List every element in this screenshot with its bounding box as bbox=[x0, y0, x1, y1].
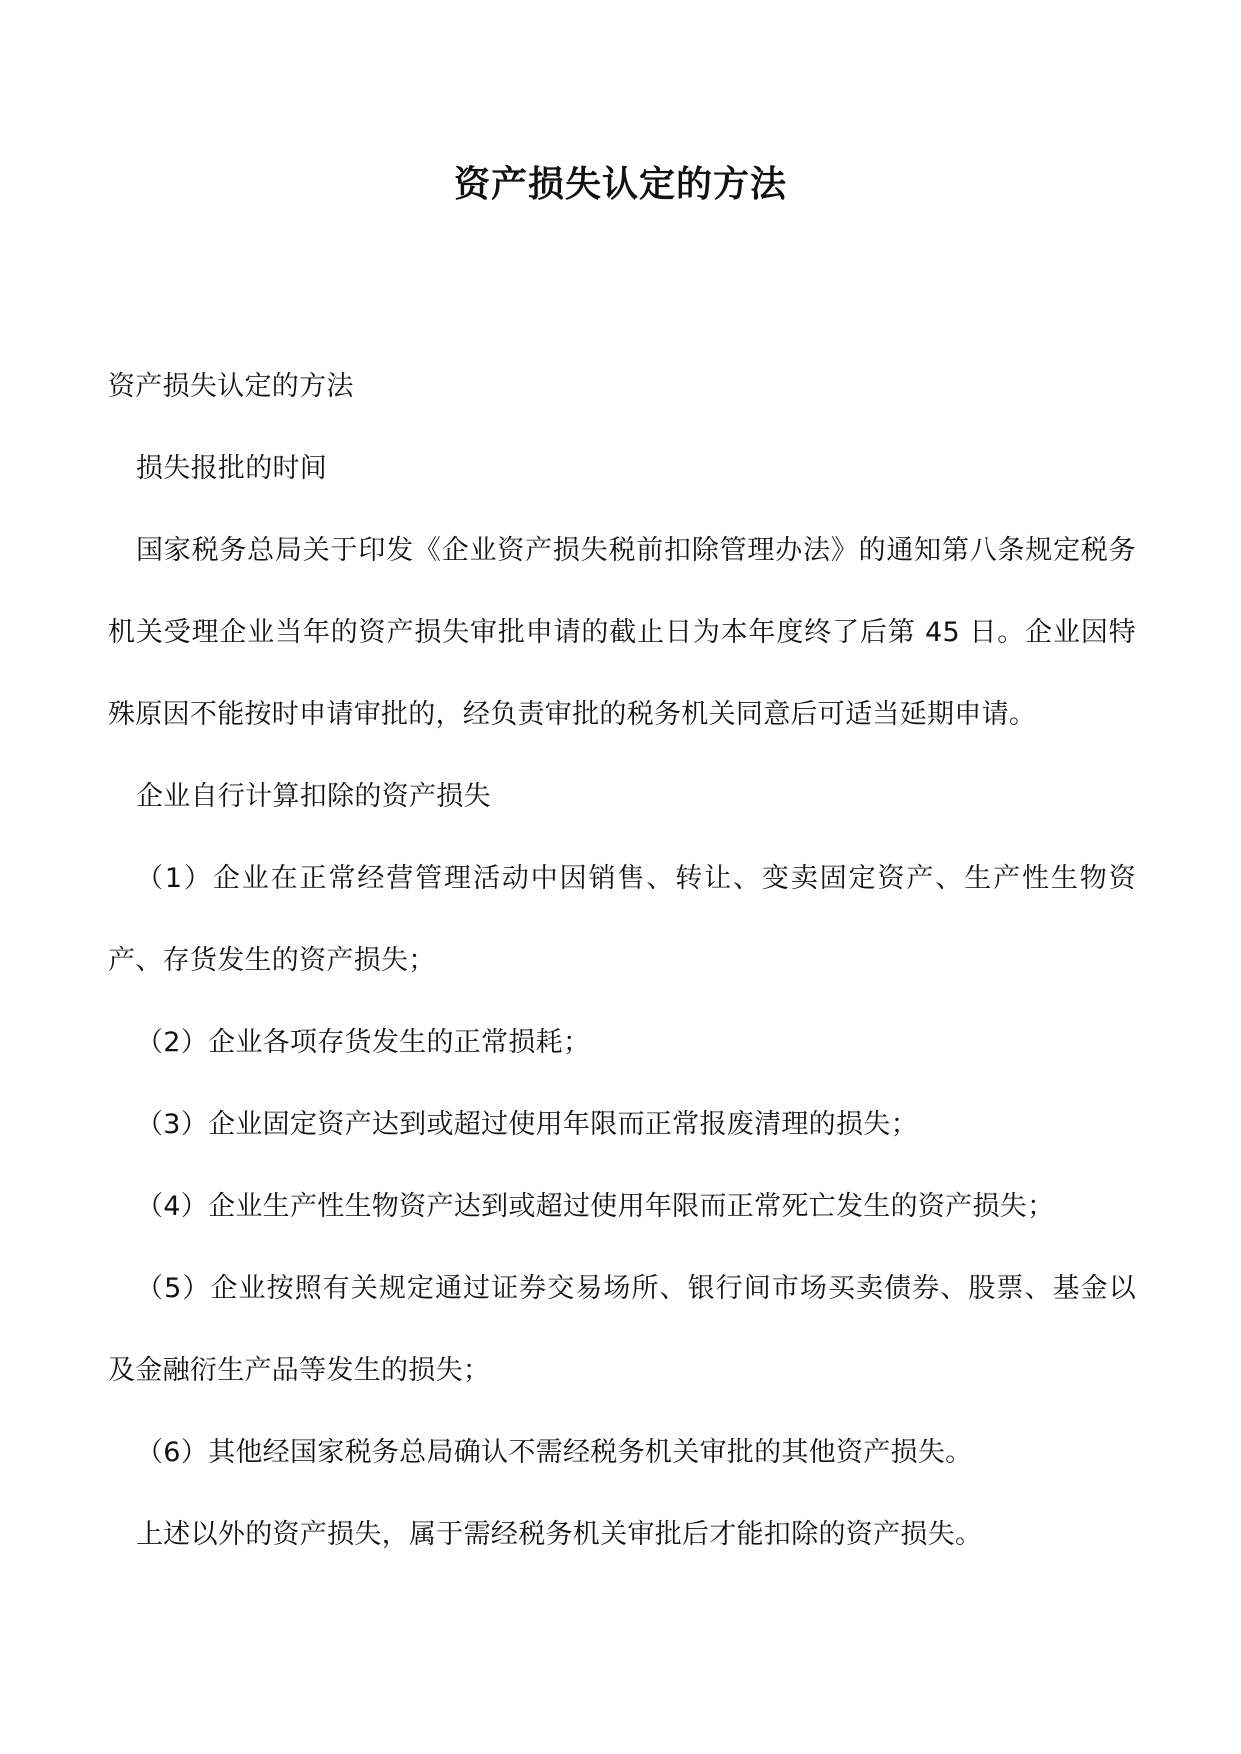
list-item: （3）企业固定资产达到或超过使用年限而正常报废清理的损失； bbox=[136, 1109, 918, 1140]
list-item: （4）企业生产性生物资产达到或超过使用年限而正常死亡发生的资产损失； bbox=[136, 1191, 1055, 1222]
document-title: 资产损失认定的方法 bbox=[453, 163, 787, 205]
subheading-self-deduction: 企业自行计算扣除的资产损失 bbox=[136, 781, 491, 812]
list-item: （5）企业按照有关规定通过证券交易场所、银行间市场买卖债券、股票、基金以及金融衍生产品等发生的损失； bbox=[108, 1273, 1136, 1386]
paragraph-conclusion: 上述以外的资产损失，属于需经税务机关审批后才能扣除的资产损失。 bbox=[136, 1519, 983, 1550]
section-heading: 资产损失认定的方法 bbox=[108, 371, 354, 402]
paragraph-regulation: 国家税务总局关于印发《企业资产损失税前扣除管理办法》的通知第八条规定税务机关受理企业当年的资产损失审批申请的截止日为本年度终了后第 45 日。企业因特殊原因不能按时申请审批的，经负责审批的税务机关同意后可适当延期申请。 bbox=[108, 535, 1136, 730]
document-body bbox=[108, 346, 1136, 1576]
list-item: （1）企业在正常经营管理活动中因销售、转让、变卖固定资产、生产性生物资产、存货发生的资产损失； bbox=[108, 863, 1136, 976]
subheading-report-time: 损失报批的时间 bbox=[136, 453, 328, 484]
list-item: （2）企业各项存货发生的正常损耗； bbox=[136, 1027, 591, 1058]
list-item: （6）其他经国家税务总局确认不需经税务机关审批的其他资产损失。 bbox=[136, 1437, 973, 1468]
